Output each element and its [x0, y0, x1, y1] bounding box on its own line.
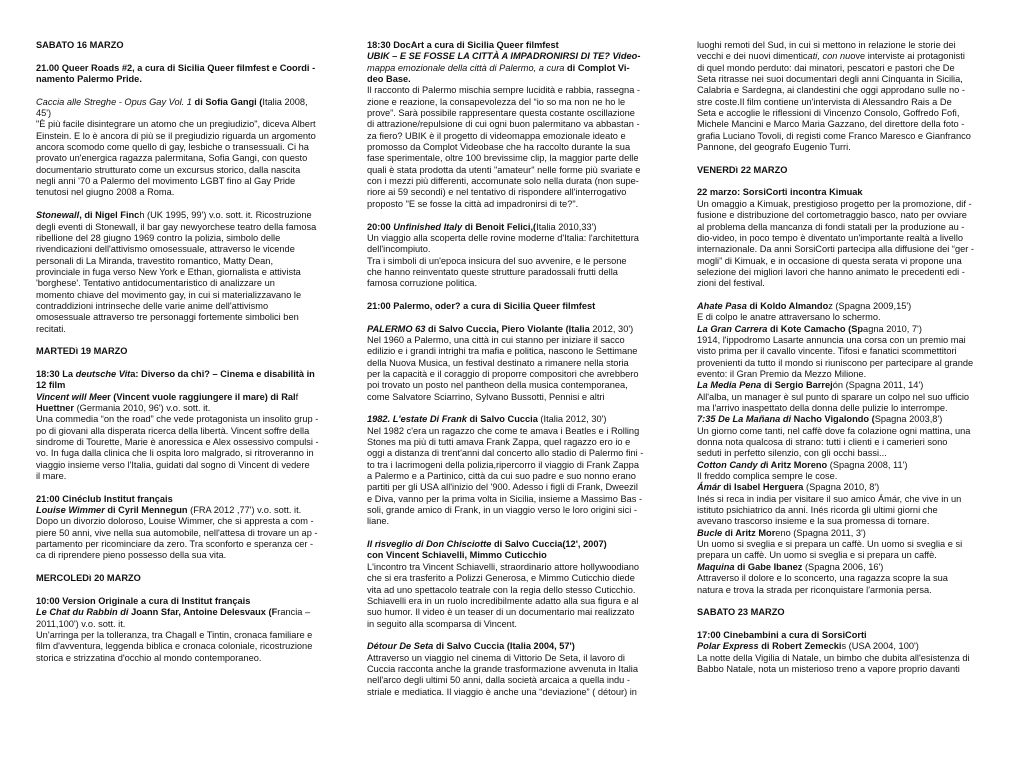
text-line: Polar Express di Robert Zemeckis (USA 2004, 100')	[697, 641, 919, 652]
text-line: avevano trascorso insieme e la sua promessa di tornare.	[697, 516, 930, 527]
text-line: internazionale. Da anni SorsiCorti partecipa alla diffusione dei “ger -	[697, 244, 974, 255]
text-line: Einstein. E lo è ancora di più se il pregiudizio riguarda un argomento	[36, 130, 316, 141]
text-line: visto prima per il cavallo vincente. Tifosi e fanatici scommettitori	[697, 346, 957, 357]
text-block	[367, 324, 661, 403]
text-line: 18:30 DocArt a cura di Sicilia Queer filmfest	[367, 40, 559, 50]
text-block	[36, 97, 332, 199]
text-line: SABATO 23 MARZO	[697, 607, 785, 618]
text-line: Détour De Seta di Salvo Cuccia (Italia 2004, 57')	[367, 641, 575, 652]
text-line: per la capacità e il coraggio di proporre compositori che avrebbero	[367, 368, 639, 379]
text-line: con Vincent Schiavelli, Mimmo Cuticchio	[367, 550, 547, 561]
text-line: 20:00 Unfinished Italy di Benoit Felici,(Italia 2010,33')	[367, 221, 597, 232]
text-line: selezione dei migliori lavori che hanno animato le precedenti edi -	[697, 266, 965, 277]
text-block	[367, 414, 661, 527]
text-line: Seta ritrasse nei suoi documentari degli anni Cinquanta in Sicilia,	[697, 74, 963, 85]
column-1	[36, 40, 332, 764]
text-line: to tra i lacrimogeni della polizia,ripercorro il viaggio di Frank Zappa	[367, 459, 639, 470]
text-block	[36, 369, 332, 482]
text-block	[697, 187, 993, 289]
text-line: Stonewall, di Nigel Finch (UK 1995, 99') v.o. sott. it. Ricostruzione	[36, 210, 312, 221]
text-line: fusione e distribuzione del cortometraggio basco, nato per ovviare	[697, 210, 967, 221]
text-line: storica e strizzatina d'occhio al mondo contemporaneo.	[36, 652, 262, 663]
text-line: za fiero? UBIK è il progetto di videomappa emozionale ideato e	[367, 130, 626, 141]
text-line: mogli” di Kimuak, e in occasione di questa serata vi propone una	[697, 255, 962, 266]
text-block	[697, 301, 993, 596]
text-block	[367, 539, 661, 630]
text-block	[367, 301, 661, 312]
text-line: prove”. Sarà possibile rappresentare questa costante oscillazione	[367, 108, 635, 119]
text-line: documentario strutturato come un excursus storico, dalla nascita	[36, 164, 301, 175]
text-line: luoghi remoti del Sud, in cui si mettono in relazione le storie dei	[697, 40, 956, 50]
text-line: di quel mondo perduto: dai minatori, pescatori e pastori che De	[697, 62, 955, 73]
text-line: natura e trova la strada per riconquistare l'armonia persa.	[697, 584, 932, 595]
text-line: sindrome di Tourette, Marie è anoressica e Alex ossessivo compulsi -	[36, 437, 319, 448]
text-line: Huettner (Germania 2010, 96') v.o. sott. it.	[36, 403, 211, 413]
text-line: negli anni '70 a Palermo del movimento LGBT fino al Gay Pride	[36, 176, 296, 187]
text-line: namento Palermo Pride.	[36, 74, 142, 85]
text-line: tenutosi nel giugno 2008 a Roma.	[36, 187, 175, 198]
text-line: mappa emozionale della città di Palermo, a cura di Complot Vi-	[367, 62, 630, 73]
text-line: PALERMO 63 di Salvo Cuccia, Piero Violante (Italia 2012, 30')	[367, 323, 634, 334]
text-line: 'borghese'. Tentativo antidocumentaristico di analizzare un	[36, 278, 275, 289]
text-line: La Gran Carrera di Kote Camacho (Spagna 2010, 7')	[697, 323, 922, 334]
text-line: edilizio e i grandi intrighi tra mafia e politica, nascono le Settimane	[367, 346, 638, 357]
text-line: che hanno reinventato queste strutture paradossali frutti della	[367, 266, 618, 277]
text-line: promosso da Complot Videobase che ha raccolto durante la sua	[367, 142, 631, 153]
text-line: 21.00 Queer Roads #2, a cura di Sicilia Queer filmfest e Coordi -	[36, 62, 316, 73]
text-line: quali è stata prodotta da utenti "amateur" nelle forme più svariate e	[367, 164, 641, 175]
text-line: riore ai 59 secondi) e nel tentativo di rispondere all'interrogativo	[367, 187, 627, 198]
text-line: Stones ma più di tutti amava Frank Zappa, quel ragazzo ero io e	[367, 437, 631, 448]
text-line: zioni del festival.	[697, 278, 765, 289]
text-block	[367, 40, 661, 210]
text-line: 1914, l'ippodromo Lasarte annuncia una corsa con un premio mai	[697, 334, 966, 345]
text-line: Pannone, del geografo Eugenio Turri.	[697, 142, 851, 153]
text-block	[36, 596, 332, 664]
text-line: po di giovani alla disperata ricerca della libertà. Vincent soffre della	[36, 425, 310, 436]
text-line: Nel 1960 a Palermo, una città in cui stanno per iniziare il sacco	[367, 334, 625, 345]
text-line: Un uomo si sveglia e si prepara un caffè. Un uomo si sveglia e si	[697, 539, 963, 550]
text-line: stre coste.Il film contiene un'intervista di Alessandro Rais a De	[697, 96, 952, 107]
text-line: Caccia alle Streghe - Opus Gay Vol. 1 di Sofia Gangi (Italia 2008,	[36, 96, 308, 107]
text-line: Attraverso il dolore e lo sconcerto, una ragazza scopre la sua	[697, 573, 948, 584]
text-line: oggi a distanza di trent'anni dal concerto allo stadio di Palermo fini -	[367, 448, 644, 459]
text-line: 17:00 Cinebambini a cura di SorsiCorti	[697, 629, 867, 640]
text-line: Le Chat du Rabbin di Joann Sfar, Antoine Delesvaux (Francia –	[36, 607, 311, 618]
text-line: Tra i simboli di un'epoca insicura del suo avvenire, e le persone	[367, 255, 627, 266]
text-line: 1982. L'estate Di Frank di Salvo Cuccia (Italia 2012, 30')	[367, 414, 607, 425]
text-line: ca di riprendere pieno possesso della sua vita.	[36, 550, 227, 561]
text-line: 7:35 De La Mañana di Nacho Vigalondo (Spagna 2003,8')	[697, 414, 943, 425]
text-block	[36, 63, 332, 86]
text-line: 2011,100') v.o. sott. it.	[36, 618, 126, 629]
text-line: momento chiave del movimento gay, in cui si materializzavano le	[36, 289, 302, 300]
text-line: soli, grande amico di Frank, in un viaggio verso le loro origini sici -	[367, 505, 637, 516]
text-line: Cuccia racconta anche la grande trasformazione avvenuta in Italia	[367, 663, 638, 674]
text-line: poi trovato un posto nel pantheon della musica contemporanea,	[367, 380, 628, 391]
text-line: rivendicazioni dell'attivismo omosessuale, attraverso le vicende	[36, 244, 295, 255]
text-line: L'incontro tra Vincent Schiavelli, straordinario attore hollywoodiano	[367, 561, 640, 572]
text-line: grafia Luciano Tovoli, di registi come Franco Maresco e Gianfranco	[697, 130, 971, 141]
column-3	[697, 40, 993, 764]
text-line: E di colpo le anatre attraversano lo schermo.	[697, 312, 881, 323]
text-line: 21:00 Palermo, oder? a cura di Sicilia Queer filmfest	[367, 300, 596, 311]
text-line: fase sperimentale, oltre 100 brevissime clip, la maggior parte delle	[367, 153, 639, 164]
text-line: Una commedia “on the road” che vede protagonista un insolito grup -	[36, 414, 319, 425]
text-line: Un'arringa per la tolleranza, tra Chagall e Tintin, cronaca familiare e	[36, 629, 313, 640]
text-line: deo Base.	[367, 74, 411, 85]
text-line: Il freddo complica sempre le cose.	[697, 471, 838, 482]
text-line: Nel 1982 c'era un ragazzo che come te amava i Beatles e i Rolling	[367, 425, 640, 436]
text-line: film d'avventura, leggenda biblica e cronaca coloniale, ricostruzione	[36, 641, 313, 652]
text-line: Bucle di Aritz Moreno (Spagna 2011, 3')	[697, 527, 866, 538]
text-line: liane.	[367, 516, 390, 527]
text-line: partiti per gli USA all'inizio del '900. Adesso i figli di Frank, Dweezil	[367, 482, 638, 493]
text-line: ancora scomodo come quello di gay, lesbiche o transessuali. Ci ha	[36, 142, 309, 153]
text-block	[697, 165, 993, 176]
text-block	[36, 40, 332, 51]
text-line: All'alba, un manager è sul punto di sparare un colpo nel suo ufficio	[697, 391, 970, 402]
text-line: Dopo un divorzio doloroso, Louise Wimmer, che si appresta a com -	[36, 516, 314, 527]
column-2	[367, 40, 661, 764]
text-line: seduti in perfetto silenzio, con gli occhi bassi...	[697, 448, 887, 459]
text-line: suo humor. Il video è un teaser di un documentario mai realizzato	[367, 607, 635, 618]
text-line: nell'arco degli ultimi 50 anni, dalla società arcaica a quella indu -	[367, 675, 630, 686]
text-line: 21:00 Cinéclub Institut français	[36, 493, 173, 504]
text-line: "È più facile disintegrare un atomo che un pregiudizio", diceva Albert	[36, 119, 316, 130]
text-line: 22 marzo: SorsiCorti incontra Kimuak	[697, 187, 863, 198]
text-block	[367, 641, 661, 698]
text-line: come Salvatore Sciarrino, Sylvano Bussotti, Pennisi e altri	[367, 391, 605, 402]
text-line: di attrazione/repulsione di cui ogni buon palermitano va abbastan -	[367, 119, 640, 130]
text-line: Attraverso un viaggio nel cinema di Vittorio De Seta, il lavoro di	[367, 652, 625, 663]
text-line: Calabria e Sardegna, ai clandestini che oggi approdano sulle no -	[697, 85, 965, 96]
text-line: della Nuova Musica, un festival destinato a rimanere nella storia	[367, 357, 629, 368]
text-line: prepara un caffè. Un uomo si sveglia e si prepara un caffè.	[697, 550, 937, 561]
text-line: e Diva, vanno per la prima volta in Sicilia, insieme a Massimo Bas -	[367, 493, 643, 504]
text-line: vo. In fuga dalla clinica che li ospita loro malgrado, si ritroveranno in	[36, 448, 314, 459]
text-line: al problema della mancanza di fondi statali per la produzione au -	[697, 221, 965, 232]
text-block	[367, 222, 661, 290]
text-block	[36, 210, 332, 335]
text-line: recitati.	[36, 323, 66, 334]
text-line: a Palermo e a Partinico, città da cui suo padre e suo nonno erano	[367, 471, 636, 482]
text-line: vecchi e dei nuovi dimenticati, con nuove interviste ai protagonisti	[697, 51, 965, 62]
text-line: Inés si reca in india per visitare il suo amico Ámár, che vive in un	[697, 493, 962, 504]
text-line: Louise Wimmer di Cyril Mennegun (FRA 2012 ,77') v.o. sott. it.	[36, 505, 302, 516]
text-line: 18:30 La deutsche Vita: Diverso da chi? – Cinema e disabilità in	[36, 368, 315, 379]
text-line: striale e mediatica. Il viaggio è anche una “deviazione” ( détour) in	[367, 686, 637, 697]
text-line: con i mezzi più differenti, accomunate solo nella durata (non supe-	[367, 176, 639, 187]
text-line: che si era trasferito a Polizzi Generosa, e Mimmo Cuticchio diede	[367, 573, 635, 584]
text-line: donna nota qualcosa di strano: tutti i clienti e i camerieri sono	[697, 437, 948, 448]
text-line: Babbo Natale, nota un misterioso treno a vapore proprio davanti	[697, 663, 960, 674]
text-line: Un giorno come tanti, nel caffè dove fa colazione ogni mattina, una	[697, 425, 971, 436]
text-line: provenienti da tutto il mondo si riuniscono per partecipare al grande	[697, 357, 974, 368]
text-line: Un viaggio alla scoperta delle rovine moderne d'Italia: l'architettura	[367, 232, 639, 243]
text-line: partamento per ricominciare da zero. Tra sconforto e speranza cer -	[36, 539, 314, 550]
text-line: vita ad uno spettacolo teatrale con la regia dello stesso Cuticchio.	[367, 584, 636, 595]
text-line: SABATO 16 MARZO	[36, 40, 124, 50]
text-line: Michele Mancini e Marco Maria Gazzano, del direttore della foto -	[697, 119, 965, 130]
text-line: istituto psichiatrico da anni. Inés ricorda gli ultimi giorni che	[697, 505, 938, 516]
text-line: MERCOLEDì 20 MARZO	[36, 573, 141, 584]
text-line: dio-video, in poco tempo è diventato un'importante realtà a livello	[697, 232, 964, 243]
text-line: personali di La Miranda, travestito romantico, Matty Dean,	[36, 255, 274, 266]
text-line: provinciale in fuga verso New York e Ethan, giornalista e attivista	[36, 266, 301, 277]
text-line: contraddizioni intrinseche delle varie anime dell'attivismo	[36, 300, 269, 311]
text-line: Il risveglio di Don Chisciotte di Salvo Cuccia(12', 2007)	[367, 539, 607, 550]
text-line: evento: il Gran Premio da Mezzo Milione.	[697, 368, 867, 379]
text-block	[36, 346, 332, 357]
text-line: Maquina di Gabe Ibanez (Spagna 2006, 16')	[697, 561, 884, 572]
text-line: Il racconto di Palermo mischia sempre lucidità e rabbia, rassegna -	[367, 85, 640, 96]
text-line: Seta e accoglie le riflessioni di Vincenzo Consolo, Goffredo Fofi,	[697, 108, 960, 119]
text-line: famosa corruzione politica.	[367, 278, 478, 289]
text-line: viaggio insieme verso l'Italia, guidati dal sogno di Vincent di vedere	[36, 459, 310, 470]
text-line: ma l'arrivo inaspettato della donna delle pulizie lo interrompe.	[697, 403, 948, 413]
text-line: il mare.	[36, 471, 67, 482]
text-line: VENERDì 22 MARZO	[697, 164, 788, 175]
text-line: piere 50 anni, vive nella sua automobile, nell'attesa di trovare un ap -	[36, 527, 318, 538]
text-line: zione e reazione, la consapevolezza del “io so ma non ne ho le	[367, 96, 626, 107]
text-block	[36, 573, 332, 584]
text-line: dell'incompiuto.	[367, 244, 431, 255]
text-line: 12 film	[36, 380, 66, 391]
text-line: ribellione del 28 giugno 1969 contro la polizia, simbolo delle	[36, 232, 281, 243]
text-line: Vincent will Meer (Vincent vuole raggiungere il mare) di Ralf	[36, 391, 299, 402]
text-block	[697, 607, 993, 618]
text-line: degli eventi di Stonewall, il bar gay newyorchese teatro della famosa	[36, 221, 317, 232]
text-line: Ahate Pasa di Koldo Almandoz (Spagna 2009,15')	[697, 300, 912, 311]
text-line: in seguito alla scomparsa di Vincent.	[367, 618, 517, 629]
text-line: Ámár di Isabel Herguera (Spagna 2010, 8')	[697, 482, 880, 493]
text-block	[697, 40, 993, 153]
text-line: Schiavelli era in un ruolo incredibilmente adatto alla sua figura e al	[367, 595, 639, 606]
text-block	[36, 494, 332, 562]
text-block	[697, 630, 993, 675]
text-line: Un omaggio a Kimuak, prestigioso progetto per la promozione, dif -	[697, 198, 972, 209]
text-line: 45')	[36, 108, 52, 119]
text-line: omosessuale attraverso tre personaggi fortemente simbolici ben	[36, 312, 299, 323]
text-line: proposto "E se fosse la città ad impadronirsi di te?".	[367, 198, 579, 209]
text-line: MARTEDì 19 MARZO	[36, 346, 128, 357]
text-line: La Media Pena di Sergio Barrejón (Spagna 2011, 14')	[697, 380, 924, 391]
text-line: Cotton Candy di Aritz Moreno (Spagna 2008, 11')	[697, 459, 908, 470]
text-line: 10:00 Version Originale a cura di Institut français	[36, 595, 251, 606]
text-line: provato un'energica ragazza palermitana, Sofia Gangi, con questo	[36, 153, 308, 164]
text-line: La notte della Vigilia di Natale, un bimbo che dubita all'esistenza di	[697, 652, 970, 663]
text-line: UBIK – E SE FOSSE LA CITTÀ A IMPADRONIRSI DI TE? Video-	[367, 51, 641, 62]
